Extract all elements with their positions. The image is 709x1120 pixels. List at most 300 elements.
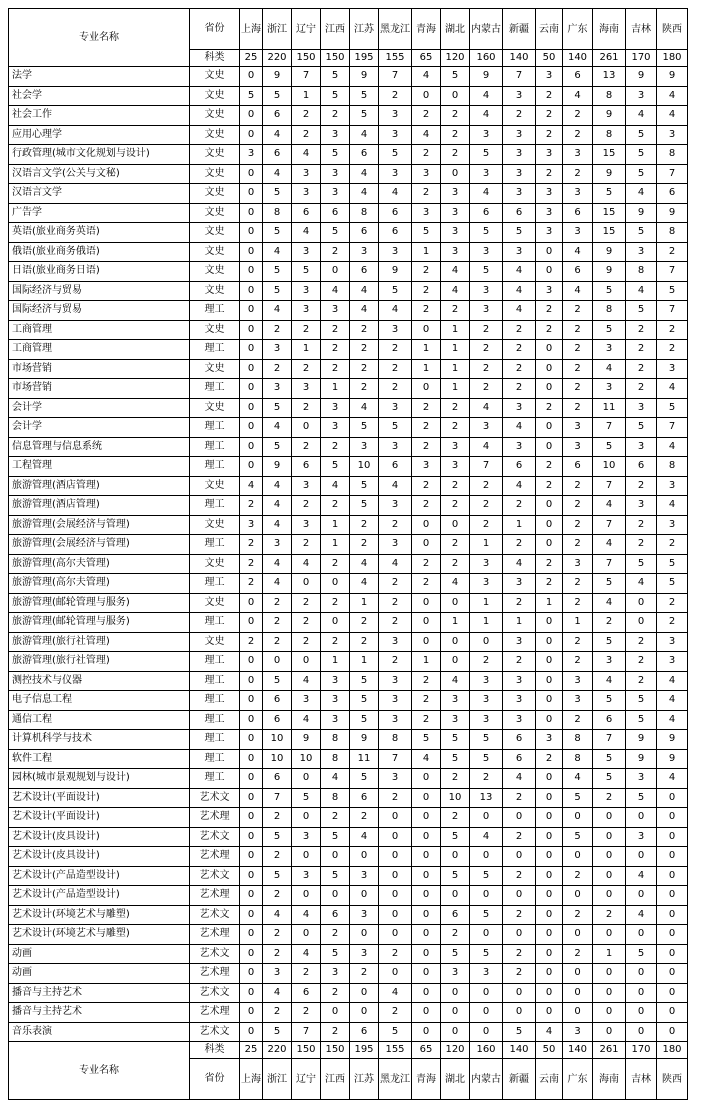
quota-cell: 11 [593, 398, 626, 418]
quota-cell: 3 [292, 866, 321, 886]
quota-cell: 2 [240, 574, 263, 594]
quota-cell: 0 [412, 964, 441, 984]
quota-cell: 2 [563, 515, 593, 535]
major-name: 播音与主持艺术 [9, 1003, 190, 1023]
quota-cell: 5 [263, 184, 292, 204]
quota-cell: 2 [563, 125, 593, 145]
quota-cell: 2 [657, 613, 688, 633]
quota-cell: 0 [563, 808, 593, 828]
quota-cell: 3 [379, 320, 412, 340]
quota-cell: 2 [536, 301, 563, 321]
quota-cell: 3 [470, 964, 503, 984]
quota-cell: 0 [240, 886, 263, 906]
quota-cell: 2 [321, 632, 350, 652]
quota-cell: 8 [657, 145, 688, 165]
province-header: 内蒙古 [470, 9, 503, 50]
quota-cell: 3 [470, 710, 503, 730]
quota-cell: 3 [292, 242, 321, 262]
table-row [9, 457, 688, 477]
quota-cell: 5 [470, 262, 503, 282]
quota-cell: 0 [292, 418, 321, 438]
quota-cell: 3 [657, 652, 688, 672]
table-row [9, 827, 688, 847]
quota-cell: 0 [240, 866, 263, 886]
quota-cell: 0 [503, 983, 536, 1003]
quota-cell: 4 [412, 125, 441, 145]
quota-cell: 3 [321, 125, 350, 145]
subject-category: 理工 [190, 691, 240, 711]
major-name: 旅游管理(高尔夫管理) [9, 554, 190, 574]
quota-cell: 4 [263, 418, 292, 438]
quota-cell: 5 [441, 67, 470, 87]
quota-cell: 2 [321, 340, 350, 360]
quota-cell: 4 [626, 281, 657, 301]
province-total: 195 [350, 1042, 379, 1059]
quota-cell: 4 [263, 554, 292, 574]
quota-cell: 3 [563, 145, 593, 165]
quota-cell: 3 [379, 769, 412, 789]
quota-cell: 0 [626, 925, 657, 945]
quota-cell: 4 [503, 262, 536, 282]
quota-cell: 3 [321, 398, 350, 418]
province-total: 120 [441, 50, 470, 67]
province-header: 海南 [593, 1059, 626, 1100]
quota-cell: 6 [263, 710, 292, 730]
quota-cell: 0 [593, 1022, 626, 1042]
quota-cell: 9 [593, 262, 626, 282]
province-header: 吉林 [626, 9, 657, 50]
quota-cell: 0 [292, 574, 321, 594]
quota-cell: 10 [263, 730, 292, 750]
quota-cell: 4 [657, 769, 688, 789]
quota-cell: 7 [470, 457, 503, 477]
quota-cell: 6 [503, 457, 536, 477]
quota-cell: 8 [350, 203, 379, 223]
subject-category: 艺术文 [190, 788, 240, 808]
major-name: 工商管理 [9, 320, 190, 340]
quota-cell: 2 [536, 106, 563, 126]
table-row [9, 242, 688, 262]
quota-cell: 0 [412, 1022, 441, 1042]
quota-cell: 4 [657, 86, 688, 106]
province-total: 65 [412, 50, 441, 67]
table-row [9, 808, 688, 828]
quota-cell: 5 [379, 145, 412, 165]
quota-cell: 3 [350, 866, 379, 886]
quota-cell: 2 [563, 340, 593, 360]
quota-cell: 2 [350, 808, 379, 828]
quota-cell: 3 [563, 437, 593, 457]
province-total: 150 [321, 50, 350, 67]
major-name: 音乐表演 [9, 1022, 190, 1042]
quota-cell: 5 [350, 710, 379, 730]
quota-cell: 3 [292, 476, 321, 496]
quota-cell: 3 [292, 691, 321, 711]
quota-cell: 4 [593, 671, 626, 691]
quota-cell: 0 [240, 301, 263, 321]
quota-cell: 0 [536, 691, 563, 711]
quota-cell: 7 [503, 67, 536, 87]
province-header: 陕西 [657, 9, 688, 50]
quota-cell: 0 [350, 847, 379, 867]
quota-cell: 0 [536, 437, 563, 457]
quota-cell: 3 [470, 671, 503, 691]
quota-cell: 3 [441, 710, 470, 730]
quota-cell: 5 [626, 301, 657, 321]
quota-cell: 3 [350, 944, 379, 964]
quota-cell: 2 [563, 944, 593, 964]
table-row [9, 886, 688, 906]
quota-cell: 2 [441, 554, 470, 574]
quota-cell: 0 [321, 847, 350, 867]
quota-cell: 2 [503, 593, 536, 613]
quota-cell: 3 [503, 574, 536, 594]
quota-cell: 2 [263, 593, 292, 613]
quota-cell: 0 [626, 964, 657, 984]
quota-cell: 4 [593, 496, 626, 516]
subject-category: 理工 [190, 437, 240, 457]
quota-cell: 4 [263, 242, 292, 262]
quota-cell: 2 [350, 515, 379, 535]
quota-cell: 10 [292, 749, 321, 769]
quota-cell: 9 [350, 730, 379, 750]
quota-cell: 2 [657, 593, 688, 613]
quota-cell: 2 [412, 554, 441, 574]
quota-cell: 0 [593, 983, 626, 1003]
quota-cell: 3 [626, 437, 657, 457]
quota-cell: 4 [626, 184, 657, 204]
quota-cell: 3 [379, 632, 412, 652]
quota-cell: 6 [470, 203, 503, 223]
quota-cell: 2 [350, 964, 379, 984]
quota-cell: 5 [350, 691, 379, 711]
quota-cell: 0 [536, 866, 563, 886]
major-name: 艺术设计(环境艺术与雕塑) [9, 905, 190, 925]
subject-category: 理工 [190, 574, 240, 594]
quota-cell: 9 [470, 67, 503, 87]
subject-category: 理工 [190, 710, 240, 730]
quota-cell: 0 [379, 827, 412, 847]
quota-cell: 4 [657, 437, 688, 457]
quota-cell: 0 [412, 613, 441, 633]
major-name: 旅游管理(会展经济与管理) [9, 535, 190, 555]
quota-cell: 2 [626, 476, 657, 496]
quota-cell: 6 [292, 983, 321, 1003]
table-row [9, 652, 688, 672]
quota-cell: 6 [563, 203, 593, 223]
quota-cell: 1 [321, 379, 350, 399]
quota-cell: 0 [536, 379, 563, 399]
table-row [9, 106, 688, 126]
quota-cell: 0 [536, 769, 563, 789]
quota-cell: 3 [441, 223, 470, 243]
quota-cell: 2 [536, 554, 563, 574]
quota-cell: 3 [503, 242, 536, 262]
quota-cell: 2 [240, 535, 263, 555]
quota-cell: 2 [563, 320, 593, 340]
quota-cell: 3 [292, 379, 321, 399]
quota-cell: 0 [563, 1003, 593, 1023]
subject-category: 理工 [190, 535, 240, 555]
quota-cell: 3 [536, 223, 563, 243]
quota-cell: 11 [350, 749, 379, 769]
quota-cell: 4 [379, 476, 412, 496]
quota-cell: 0 [536, 613, 563, 633]
quota-cell: 3 [441, 242, 470, 262]
quota-cell: 5 [503, 1022, 536, 1042]
quota-cell: 5 [626, 164, 657, 184]
quota-cell: 3 [412, 164, 441, 184]
quota-cell: 2 [379, 515, 412, 535]
quota-cell: 0 [441, 652, 470, 672]
quota-cell: 5 [350, 106, 379, 126]
province-total: 140 [503, 50, 536, 67]
province-total: 150 [292, 1042, 321, 1059]
quota-cell: 0 [240, 749, 263, 769]
quota-cell: 6 [350, 262, 379, 282]
quota-cell: 8 [657, 457, 688, 477]
quota-cell: 6 [263, 145, 292, 165]
quota-cell: 9 [657, 203, 688, 223]
quota-cell: 2 [503, 320, 536, 340]
quota-cell: 2 [503, 788, 536, 808]
quota-cell: 2 [321, 983, 350, 1003]
table-row [9, 1022, 688, 1042]
quota-cell: 2 [292, 964, 321, 984]
quota-cell: 0 [536, 496, 563, 516]
quota-cell: 3 [657, 125, 688, 145]
quota-cell: 4 [263, 983, 292, 1003]
subject-category: 理工 [190, 671, 240, 691]
quota-cell: 0 [626, 613, 657, 633]
quota-cell: 5 [593, 632, 626, 652]
table-row [9, 262, 688, 282]
subject-category: 理工 [190, 457, 240, 477]
quota-cell: 8 [563, 749, 593, 769]
quota-cell: 2 [536, 749, 563, 769]
major-name: 旅游管理(高尔夫管理) [9, 574, 190, 594]
quota-cell: 1 [503, 515, 536, 535]
quota-cell: 0 [626, 593, 657, 613]
quota-cell: 0 [240, 1003, 263, 1023]
quota-cell: 2 [470, 496, 503, 516]
subject-category: 文史 [190, 554, 240, 574]
quota-cell: 15 [593, 145, 626, 165]
quota-cell: 2 [563, 632, 593, 652]
quota-cell: 0 [240, 164, 263, 184]
quota-cell: 2 [563, 905, 593, 925]
quota-cell: 9 [626, 749, 657, 769]
subject-category: 文史 [190, 515, 240, 535]
quota-cell: 5 [563, 788, 593, 808]
quota-cell: 0 [240, 964, 263, 984]
quota-cell: 5 [503, 223, 536, 243]
quota-cell: 4 [503, 554, 536, 574]
quota-cell: 0 [657, 886, 688, 906]
quota-cell: 2 [350, 535, 379, 555]
quota-cell: 3 [412, 203, 441, 223]
quota-cell: 4 [263, 125, 292, 145]
table-row [9, 379, 688, 399]
quota-cell: 1 [292, 86, 321, 106]
major-name: 测控技术与仪器 [9, 671, 190, 691]
subject-category: 文史 [190, 262, 240, 282]
major-name: 汉语言文学 [9, 184, 190, 204]
province-header: 江苏 [350, 9, 379, 50]
quota-cell: 4 [350, 164, 379, 184]
quota-cell: 3 [503, 145, 536, 165]
table-row [9, 340, 688, 360]
quota-cell: 2 [379, 379, 412, 399]
quota-cell: 9 [657, 730, 688, 750]
province-total: 261 [593, 50, 626, 67]
quota-cell: 2 [321, 320, 350, 340]
quota-cell: 2 [536, 398, 563, 418]
subject-category: 艺术文 [190, 1022, 240, 1042]
quota-cell: 5 [263, 281, 292, 301]
province-total: 160 [470, 1042, 503, 1059]
quota-cell: 6 [321, 905, 350, 925]
quota-cell: 4 [657, 106, 688, 126]
quota-cell: 6 [263, 106, 292, 126]
quota-cell: 0 [536, 925, 563, 945]
footer-total-row [9, 1042, 688, 1059]
quota-cell: 2 [563, 379, 593, 399]
table-row [9, 67, 688, 87]
quota-cell: 0 [593, 925, 626, 945]
quota-cell: 0 [657, 808, 688, 828]
quota-cell: 0 [263, 652, 292, 672]
quota-cell: 0 [470, 886, 503, 906]
quota-cell: 6 [626, 457, 657, 477]
table-row [9, 632, 688, 652]
quota-cell: 0 [350, 1003, 379, 1023]
quota-cell: 4 [441, 574, 470, 594]
quota-cell: 2 [321, 1022, 350, 1042]
quota-cell: 7 [379, 67, 412, 87]
quota-cell: 3 [379, 125, 412, 145]
quota-cell: 0 [470, 847, 503, 867]
quota-cell: 0 [593, 964, 626, 984]
quota-cell: 2 [470, 379, 503, 399]
quota-cell: 8 [593, 301, 626, 321]
subject-category: 文史 [190, 184, 240, 204]
major-name: 旅游管理(酒店管理) [9, 476, 190, 496]
quota-cell: 3 [292, 281, 321, 301]
quota-cell: 7 [593, 418, 626, 438]
quota-cell: 9 [292, 730, 321, 750]
province-header: 云南 [536, 1059, 563, 1100]
subject-category: 文史 [190, 203, 240, 223]
quota-cell: 0 [321, 1003, 350, 1023]
quota-cell: 3 [240, 145, 263, 165]
table-row [9, 145, 688, 165]
quota-cell: 0 [292, 769, 321, 789]
quota-cell: 1 [350, 652, 379, 672]
quota-cell: 2 [412, 301, 441, 321]
province-total: 140 [503, 1042, 536, 1059]
quota-cell: 1 [441, 379, 470, 399]
quota-cell: 0 [412, 983, 441, 1003]
quota-cell: 2 [379, 593, 412, 613]
quota-cell: 8 [321, 749, 350, 769]
quota-cell: 3 [503, 86, 536, 106]
quota-cell: 3 [536, 67, 563, 87]
province-header: 海南 [593, 9, 626, 50]
quota-cell: 0 [379, 886, 412, 906]
province-total: 25 [240, 1042, 263, 1059]
quota-cell: 3 [470, 242, 503, 262]
province-total: 170 [626, 50, 657, 67]
quota-cell: 0 [240, 808, 263, 828]
quota-cell: 2 [292, 613, 321, 633]
quota-cell: 9 [593, 164, 626, 184]
province-header: 上海 [240, 9, 263, 50]
subject-category: 文史 [190, 593, 240, 613]
subject-category: 理工 [190, 730, 240, 750]
quota-cell: 4 [263, 496, 292, 516]
table-row [9, 788, 688, 808]
quota-cell: 5 [470, 905, 503, 925]
quota-cell: 0 [536, 262, 563, 282]
quota-cell: 5 [350, 496, 379, 516]
quota-cell: 0 [593, 866, 626, 886]
major-name: 社会学 [9, 86, 190, 106]
quota-cell: 2 [626, 359, 657, 379]
quota-cell: 2 [321, 925, 350, 945]
quota-cell: 2 [412, 106, 441, 126]
major-name: 工商管理 [9, 340, 190, 360]
quota-cell: 2 [626, 632, 657, 652]
quota-cell: 4 [563, 86, 593, 106]
table-row [9, 983, 688, 1003]
quota-cell: 0 [470, 632, 503, 652]
quota-cell: 6 [503, 203, 536, 223]
quota-cell: 0 [536, 340, 563, 360]
quota-cell: 10 [441, 788, 470, 808]
quota-cell: 0 [240, 652, 263, 672]
quota-cell: 2 [593, 905, 626, 925]
quota-cell: 5 [350, 476, 379, 496]
quota-cell: 2 [379, 652, 412, 672]
table-row [9, 281, 688, 301]
province-total: 140 [563, 1042, 593, 1059]
quota-cell: 4 [263, 905, 292, 925]
table-row [9, 671, 688, 691]
quota-cell: 0 [441, 164, 470, 184]
quota-cell: 6 [503, 730, 536, 750]
quota-cell: 0 [441, 632, 470, 652]
quota-cell: 4 [263, 574, 292, 594]
quota-cell: 3 [536, 281, 563, 301]
quota-cell: 2 [379, 86, 412, 106]
quota-cell: 0 [657, 866, 688, 886]
quota-cell: 7 [657, 418, 688, 438]
quota-cell: 8 [379, 730, 412, 750]
province-total: 50 [536, 50, 563, 67]
quota-cell: 3 [321, 671, 350, 691]
quota-cell: 5 [350, 418, 379, 438]
quota-cell: 2 [263, 886, 292, 906]
quota-cell: 6 [657, 184, 688, 204]
quota-cell: 4 [503, 281, 536, 301]
quota-cell: 9 [263, 67, 292, 87]
quota-cell: 2 [292, 359, 321, 379]
quota-cell: 4 [441, 281, 470, 301]
subject-category: 理工 [190, 769, 240, 789]
quota-cell: 0 [321, 613, 350, 633]
quota-cell: 3 [379, 535, 412, 555]
